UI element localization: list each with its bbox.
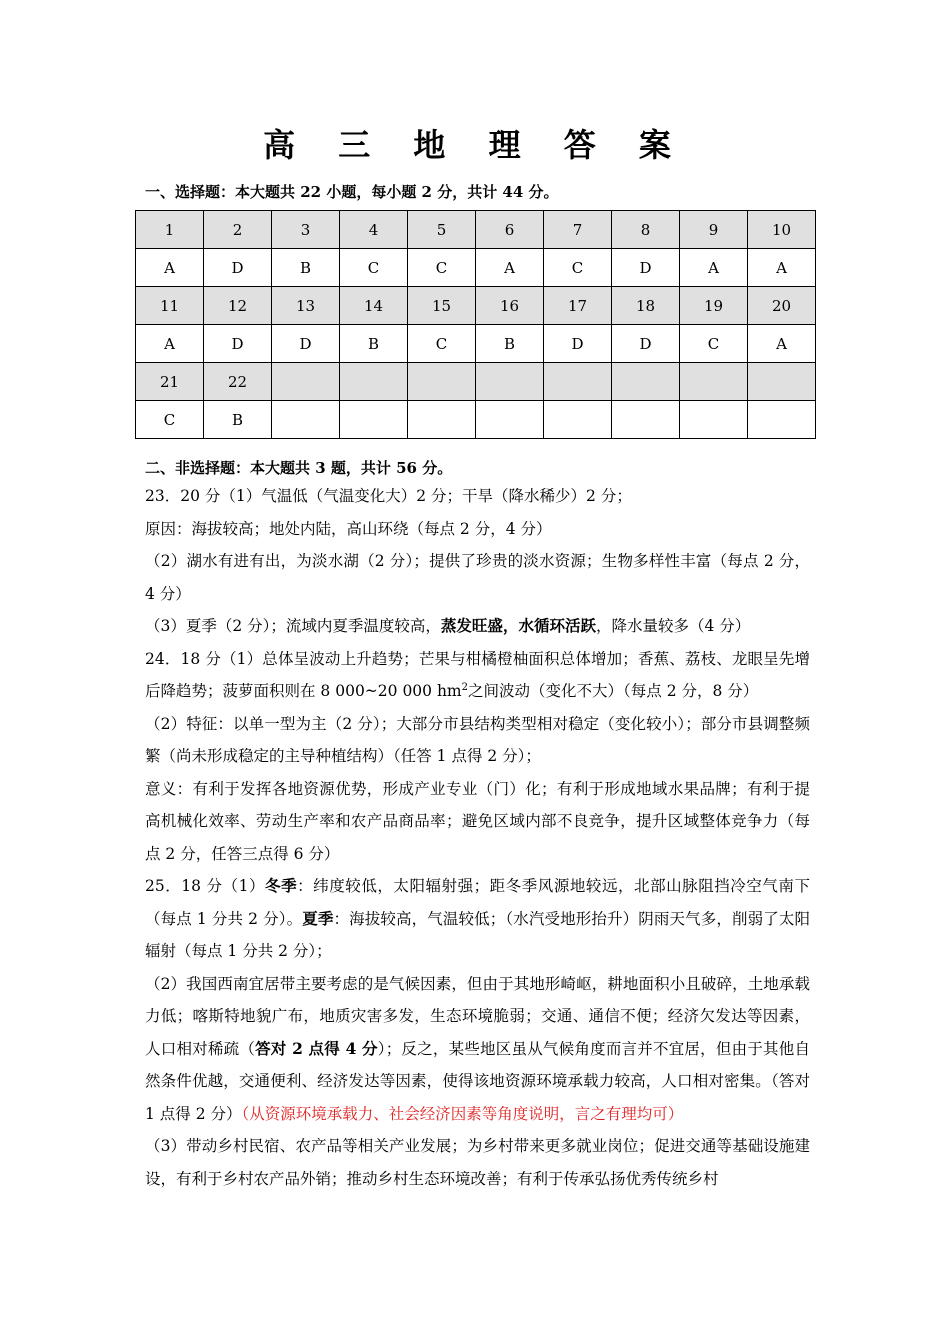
- question-number-cell: 6: [476, 211, 544, 249]
- question-number-cell: [340, 363, 408, 401]
- answer-cell: [272, 401, 340, 439]
- answer-cell: A: [680, 249, 748, 287]
- question-number-cell: 3: [272, 211, 340, 249]
- answer-cell: A: [136, 249, 204, 287]
- question-number-cell: 9: [680, 211, 748, 249]
- q25-part1: 25．18 分（1）冬季：纬度较低，太阳辐射强；距冬季风源地较远，北部山脉阻挡冷空气南下（每点 1 分共 2 分）。夏季：海拔较高，气温较低；（水汽受地形抬升）阴雨天气多，削弱了太阳辐射（每点 1 分共 2 分）；: [145, 876, 810, 960]
- answer-cell: C: [136, 401, 204, 439]
- q23-part3: （3）夏季（2 分）；流域内夏季温度较高，蒸发旺盛，水循环活跃，降水量较多（4 分）: [145, 616, 751, 635]
- answer-cell: D: [272, 325, 340, 363]
- question-number-cell: 12: [204, 287, 272, 325]
- question-number-cell: [748, 363, 816, 401]
- answer-cell: D: [204, 249, 272, 287]
- answer-cell: A: [748, 325, 816, 363]
- q25-part2: （2）我国西南宜居带主要考虑的是气候因素，但由于其地形崎岖，耕地面积小且破碎，土地承载力低；喀斯特地貌广布，地质灾害多发，生态环境脆弱；交通、通信不便；经济欠发达等因素，人口相对稀疏（答对 2 点得 4 分）；反之，某些地区虽从气候角度而言并不宜居，但由于其他自然条件优越，交通便利、经济发达等因素，使得该地资源环境承载力较高，人口相对密集。（答对 1 点得 2 分）（从资源环境承载力、社会经济因素等角度说明，言之有理均可）: [145, 974, 810, 1123]
- answer-cell: [340, 401, 408, 439]
- q25-part3: （3）带动乡村民宿、农产品等相关产业发展；为乡村带来更多就业岗位；促进交通等基础设施建设，有利于乡村农产品外销；推动乡村生态环境改善；有利于传承弘扬优秀传统乡村: [145, 1137, 810, 1188]
- answer-cell: [748, 401, 816, 439]
- answer-cell: C: [408, 249, 476, 287]
- question-number-cell: 15: [408, 287, 476, 325]
- question-number-cell: [476, 363, 544, 401]
- section1-heading: 一、选择题：本大题共 22 小题，每小题 2 分，共计 44 分。: [145, 183, 559, 201]
- q24-part1: 24．18 分（1）总体呈波动上升趋势；芒果与柑橘橙柚面积总体增加；香蕉、荔枝、龙眼呈先增后降趋势；菠萝面积则在 8 000~20 000 $hm^2$之间波动（变化不大）（每点 2 分，8 分）: [145, 649, 810, 700]
- question-number-cell: 21: [136, 363, 204, 401]
- question-number-cell: 5: [408, 211, 476, 249]
- question-number-cell: 10: [748, 211, 816, 249]
- question-number-cell: 7: [544, 211, 612, 249]
- question-number-cell: 22: [204, 363, 272, 401]
- question-number-cell: 17: [544, 287, 612, 325]
- answer-cell: D: [544, 325, 612, 363]
- question-number-cell: [272, 363, 340, 401]
- answer-cell: C: [680, 325, 748, 363]
- section2-heading: 二、非选择题：本大题共 3 题，共计 56 分。: [145, 459, 453, 477]
- question-number-cell: 16: [476, 287, 544, 325]
- question-number-cell: 19: [680, 287, 748, 325]
- question-number-cell: [544, 363, 612, 401]
- answer-cell: C: [408, 325, 476, 363]
- q23-reason: 原因：海拔较高；地处内陆，高山环绕（每点 2 分，4 分）: [145, 519, 552, 538]
- answer-row: [136, 325, 816, 363]
- question-number-cell: [612, 363, 680, 401]
- question-number-cell: 18: [612, 287, 680, 325]
- answer-cell: [544, 401, 612, 439]
- question-number-row: [136, 363, 816, 401]
- question-number-cell: 1: [136, 211, 204, 249]
- answer-cell: [612, 401, 680, 439]
- question-number-row: [136, 211, 816, 249]
- answer-cell: [408, 401, 476, 439]
- question-number-row: [136, 287, 816, 325]
- question-number-cell: 14: [340, 287, 408, 325]
- answer-cell: D: [612, 325, 680, 363]
- answer-cell: C: [340, 249, 408, 287]
- question-number-cell: 11: [136, 287, 204, 325]
- question-number-cell: 2: [204, 211, 272, 249]
- question-number-cell: [408, 363, 476, 401]
- answer-cell: D: [612, 249, 680, 287]
- q24-part2: （2）特征：以单一型为主（2 分）；大部分市县结构类型相对稳定（变化较小）；部分市县调整频繁（尚未形成稳定的主导种植结构）（任答 1 点得 2 分）；: [145, 714, 810, 765]
- page-title: 高 三 地 理 答 案: [263, 126, 687, 164]
- answer-cell: [476, 401, 544, 439]
- answer-cell: B: [340, 325, 408, 363]
- answer-cell: A: [476, 249, 544, 287]
- question-number-cell: 13: [272, 287, 340, 325]
- answer-cell: C: [544, 249, 612, 287]
- answers-body: [145, 480, 810, 1195]
- answer-cell: [680, 401, 748, 439]
- answer-cell: B: [476, 325, 544, 363]
- question-number-cell: 8: [612, 211, 680, 249]
- answer-cell: B: [272, 249, 340, 287]
- q24-significance: 意义：有利于发挥各地资源优势，形成产业专业（门）化；有利于形成地域水果品牌；有利于提高机械化效率、劳动生产率和农产品商品率；避免区域内部不良竞争，提升区域整体竞争力（每点 2 分，任答三点得 6 分）: [145, 779, 810, 863]
- question-number-cell: 4: [340, 211, 408, 249]
- answer-row: [136, 249, 816, 287]
- answer-row: [136, 401, 816, 439]
- answer-cell: B: [204, 401, 272, 439]
- q23-line1: 23．20 分（1）气温低（气温变化大）2 分；干旱（降水稀少）2 分；: [145, 487, 632, 505]
- answer-cell: D: [204, 325, 272, 363]
- q23-part2: （2）湖水有进有出，为淡水湖（2 分）；提供了珍贵的淡水资源；生物多样性丰富（每点 2 分，4 分）: [145, 552, 810, 603]
- question-number-cell: 20: [748, 287, 816, 325]
- answer-cell: A: [748, 249, 816, 287]
- question-number-cell: [680, 363, 748, 401]
- answer-table: [135, 210, 816, 439]
- answer-cell: A: [136, 325, 204, 363]
